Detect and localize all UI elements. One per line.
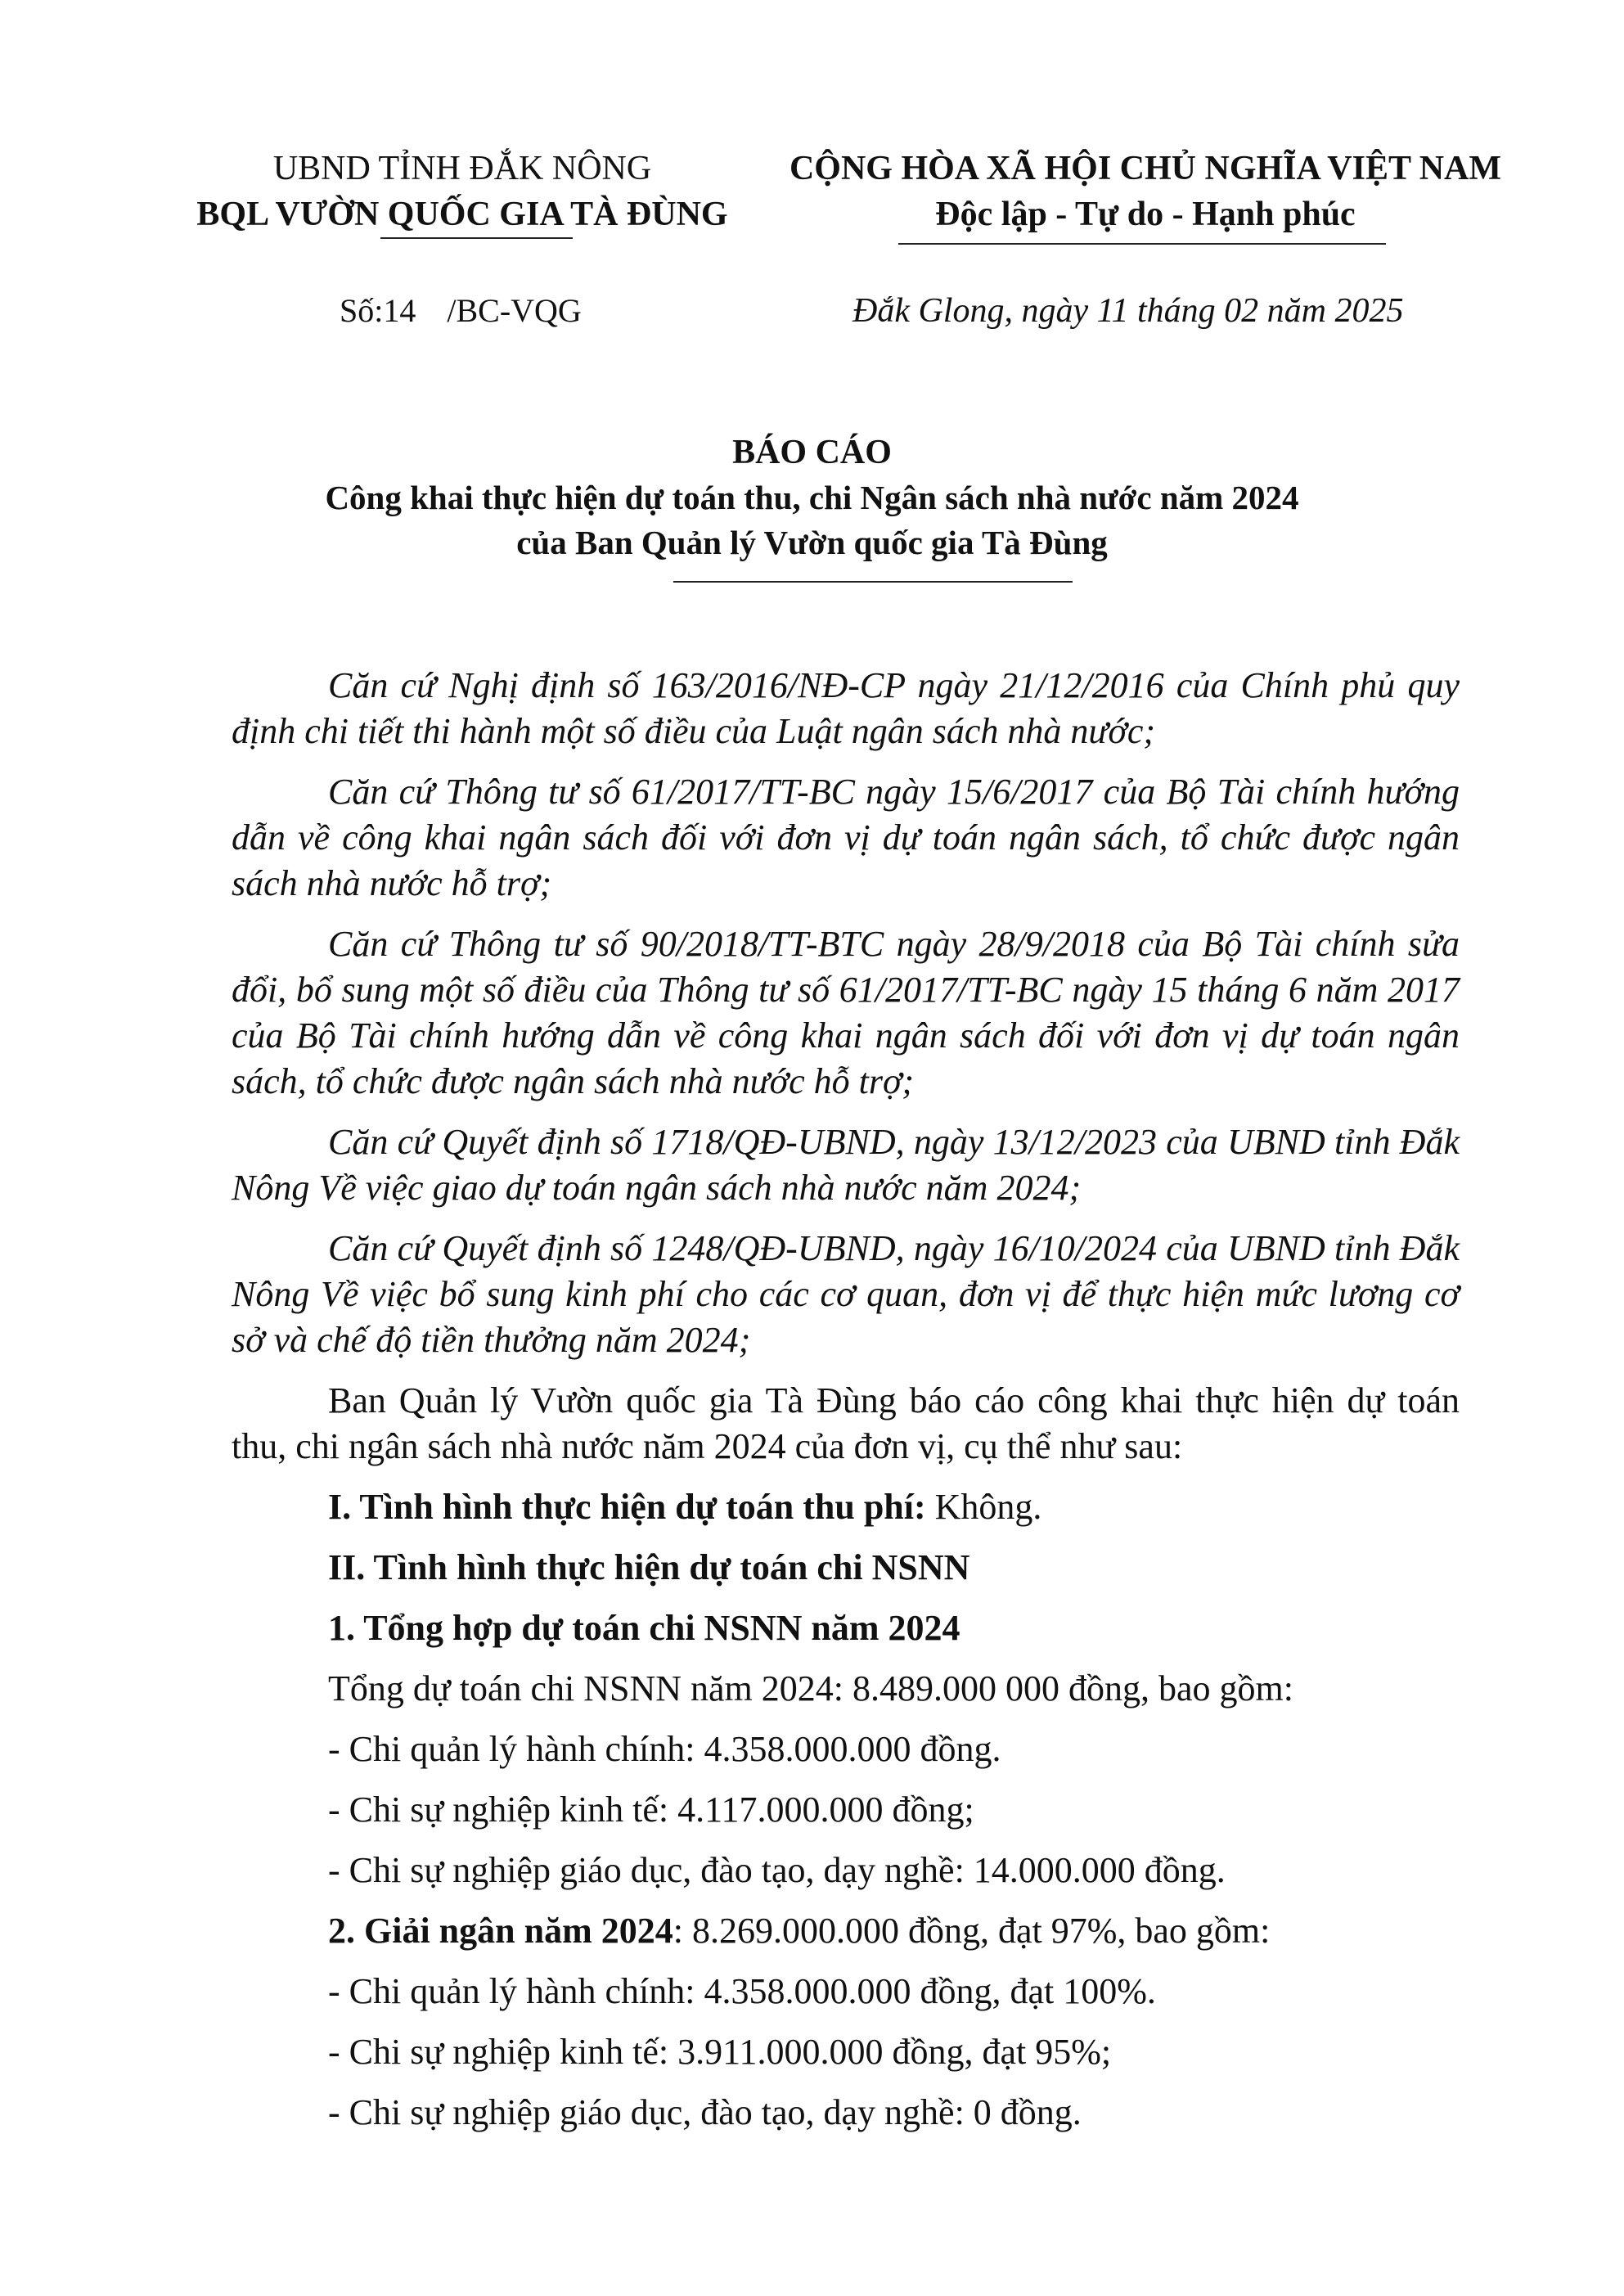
section-2-heading: II. Tình hình thực hiện dự toán chi NSNN <box>328 1547 970 1587</box>
national-motto <box>753 146 1538 237</box>
disbursement-item-1: - Chi quản lý hành chính: 4.358.000.000 đồng, đạt 100%. <box>328 1971 1156 2011</box>
intro-paragraph: Ban Quản lý Vườn quốc gia Tà Đùng báo cáo công khai thực hiện dự toán thu, chi ngân sách nhà nước năm 2024 của đơn vị, cụ thể như sau: <box>232 1380 1460 1466</box>
budget-item-3: - Chi sự nghiệp giáo dục, đào tạo, dạy nghề: 14.000.000 đồng. <box>328 1850 1226 1890</box>
agency-underline <box>380 237 573 239</box>
document-number-prefix: Số:14 <box>340 292 416 329</box>
legal-basis-3: Căn cứ Thông tư số 90/2018/TT-BTC ngày 28/9/2018 của Bộ Tài chính sửa đổi, bổ sung một số điều của Thông tư số 61/2017/TT-BC ngày 15 tháng 6 năm 2017 của Bộ Tài chính hướng dẫn về công khai ngân sách đối với đơn vị dự toán ngân sách, tổ chức được ngân sách nhà nước hỗ trợ; <box>232 924 1460 1101</box>
disbursement-item-3: - Chi sự nghiệp giáo dục, đào tạo, dạy nghề: 0 đồng. <box>328 2092 1082 2132</box>
disbursement-item-2: - Chi sự nghiệp kinh tế: 3.911.000.000 đồng, đạt 95%; <box>328 2032 1112 2072</box>
subsection-2-heading: 2. Giải ngân năm 2024 <box>328 1911 673 1951</box>
title-line-3: của Ban Quản lý Vườn quốc gia Tà Đùng <box>516 524 1108 561</box>
motto-underline <box>898 243 1386 245</box>
country-name: CỘNG HÒA XÃ HỘI CHỦ NGHĨA VIỆT NAM <box>789 150 1502 187</box>
budget-total: Tổng dự toán chi NSNN năm 2024: 8.489.000 000 đồng, bao gồm: <box>328 1668 1293 1708</box>
document-number <box>340 290 582 331</box>
agency-name: BQL VƯỜN QUỐC GIA TÀ ĐÙNG <box>196 196 728 233</box>
subsection-2 <box>232 1908 1460 1969</box>
subsection-1 <box>232 1605 1460 1666</box>
subsection-1-heading: 1. Tổng hợp dự toán chi NSNN năm 2024 <box>328 1608 960 1648</box>
section-1-value: Không. <box>925 1487 1042 1527</box>
document-body <box>232 663 1460 2150</box>
subsection-2-value: : 8.269.000.000 đồng, đạt 97%, bao gồm: <box>673 1911 1271 1951</box>
motto: Độc lập - Tự do - Hạnh phúc <box>935 196 1356 233</box>
place-and-date: Đắk Glong, ngày 11 tháng 02 năm 2025 <box>852 292 1404 330</box>
title-underline <box>673 581 1073 583</box>
legal-basis-2: Căn cứ Thông tư số 61/2017/TT-BC ngày 15/6/2017 của Bộ Tài chính hướng dẫn về công khai ngân sách đối với đơn vị dự toán ngân sách, tổ chức được ngân sách nhà nước hỗ trợ; <box>232 772 1460 903</box>
title-line-2: Công khai thực hiện dự toán thu, chi Ngân sách nhà nước năm 2024 <box>325 479 1299 516</box>
section-1-heading: I. Tình hình thực hiện dự toán thu phí: <box>328 1487 926 1527</box>
budget-item-2: - Chi sự nghiệp kinh tế: 4.117.000.000 đồng; <box>328 1790 974 1830</box>
legal-basis-4: Căn cứ Quyết định số 1718/QĐ-UBND, ngày 13/12/2023 của UBND tỉnh Đắk Nông Về việc giao dự toán ngân sách nhà nước năm 2024; <box>232 1122 1460 1208</box>
legal-basis-5: Căn cứ Quyết định số 1248/QĐ-UBND, ngày 16/10/2024 của UBND tỉnh Đắk Nông Về việc bổ sung kinh phí cho các cơ quan, đơn vị để thực hiện mức lương cơ sở và chế độ tiền thưởng năm 2024; <box>232 1228 1460 1360</box>
document-number-suffix: /BC-VQG <box>447 292 582 329</box>
legal-basis-1: Căn cứ Nghị định số 163/2016/NĐ-CP ngày 21/12/2016 của Chính phủ quy định chi tiết thi hành một số điều của Luật ngân sách nhà nước; <box>232 665 1460 751</box>
budget-item-1: - Chi quản lý hành chính: 4.358.000.000 đồng. <box>328 1729 1001 1769</box>
issuing-agency <box>155 146 769 237</box>
report-title <box>0 430 1624 565</box>
section-1 <box>232 1484 1460 1545</box>
agency-parent: UBND TỈNH ĐẮK NÔNG <box>272 150 652 187</box>
section-2 <box>232 1545 1460 1605</box>
title-line-1: BÁO CÁO <box>732 434 892 471</box>
